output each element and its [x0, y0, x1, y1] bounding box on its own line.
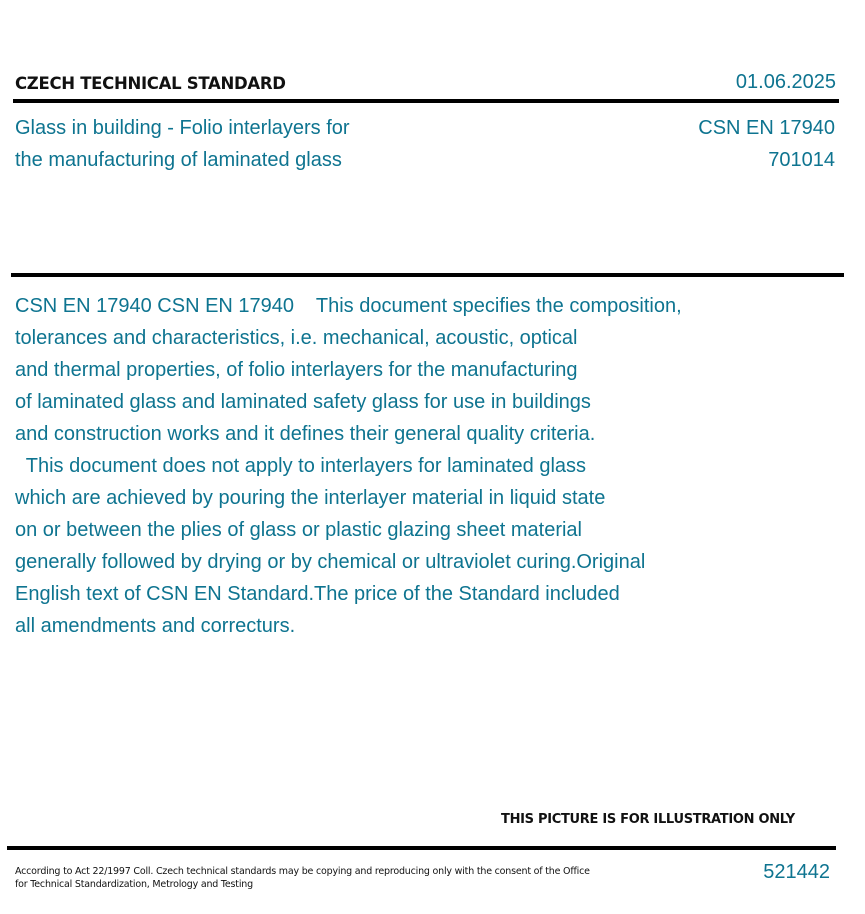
abstract-line: all amendments and correcturs. [15, 615, 296, 637]
abstract-line: and construction works and it defines their general quality criteria. [15, 423, 596, 445]
abstract-line: of laminated glass and laminated safety glass for use in buildings [15, 391, 591, 413]
legal-notice [15, 865, 590, 891]
classification-code: 701014 [768, 149, 835, 171]
abstract-line: CSN EN 17940 CSN EN 17940 This document specifies the composition, [15, 295, 682, 317]
standard-type-label: CZECH TECHNICAL STANDARD [15, 74, 286, 93]
abstract-line: and thermal properties, of folio interlayers for the manufacturing [15, 359, 578, 381]
abstract-line: which are achieved by pouring the interlayer material in liquid state [15, 487, 606, 509]
document-title-line-1: Glass in building - Folio interlayers for [15, 117, 350, 139]
illustration-disclaimer: THIS PICTURE IS FOR ILLUSTRATION ONLY [501, 812, 795, 827]
document-abstract [15, 290, 775, 642]
abstract-line: on or between the plies of glass or plastic glazing sheet material [15, 519, 582, 541]
abstract-line: This document does not apply to interlayers for laminated glass [15, 455, 587, 477]
catalog-number: 521442 [763, 861, 830, 883]
legal-notice-line-2: for Technical Standardization, Metrology and Testing [15, 879, 253, 890]
abstract-line: tolerances and characteristics, i.e. mechanical, acoustic, optical [15, 327, 578, 349]
header-divider [13, 99, 839, 103]
legal-notice-line-1: According to Act 22/1997 Coll. Czech technical standards may be copying and reproducing only with the consent of the Office [15, 866, 590, 877]
abstract-line: generally followed by drying or by chemical or ultraviolet curing.Original [15, 551, 646, 573]
title-divider [11, 273, 844, 277]
footer-divider [7, 846, 836, 850]
document-title-line-2: the manufacturing of laminated glass [15, 149, 342, 171]
abstract-line: English text of CSN EN Standard.The price of the Standard included [15, 583, 620, 605]
publication-date: 01.06.2025 [735, 71, 836, 93]
standard-number: CSN EN 17940 [698, 117, 835, 139]
